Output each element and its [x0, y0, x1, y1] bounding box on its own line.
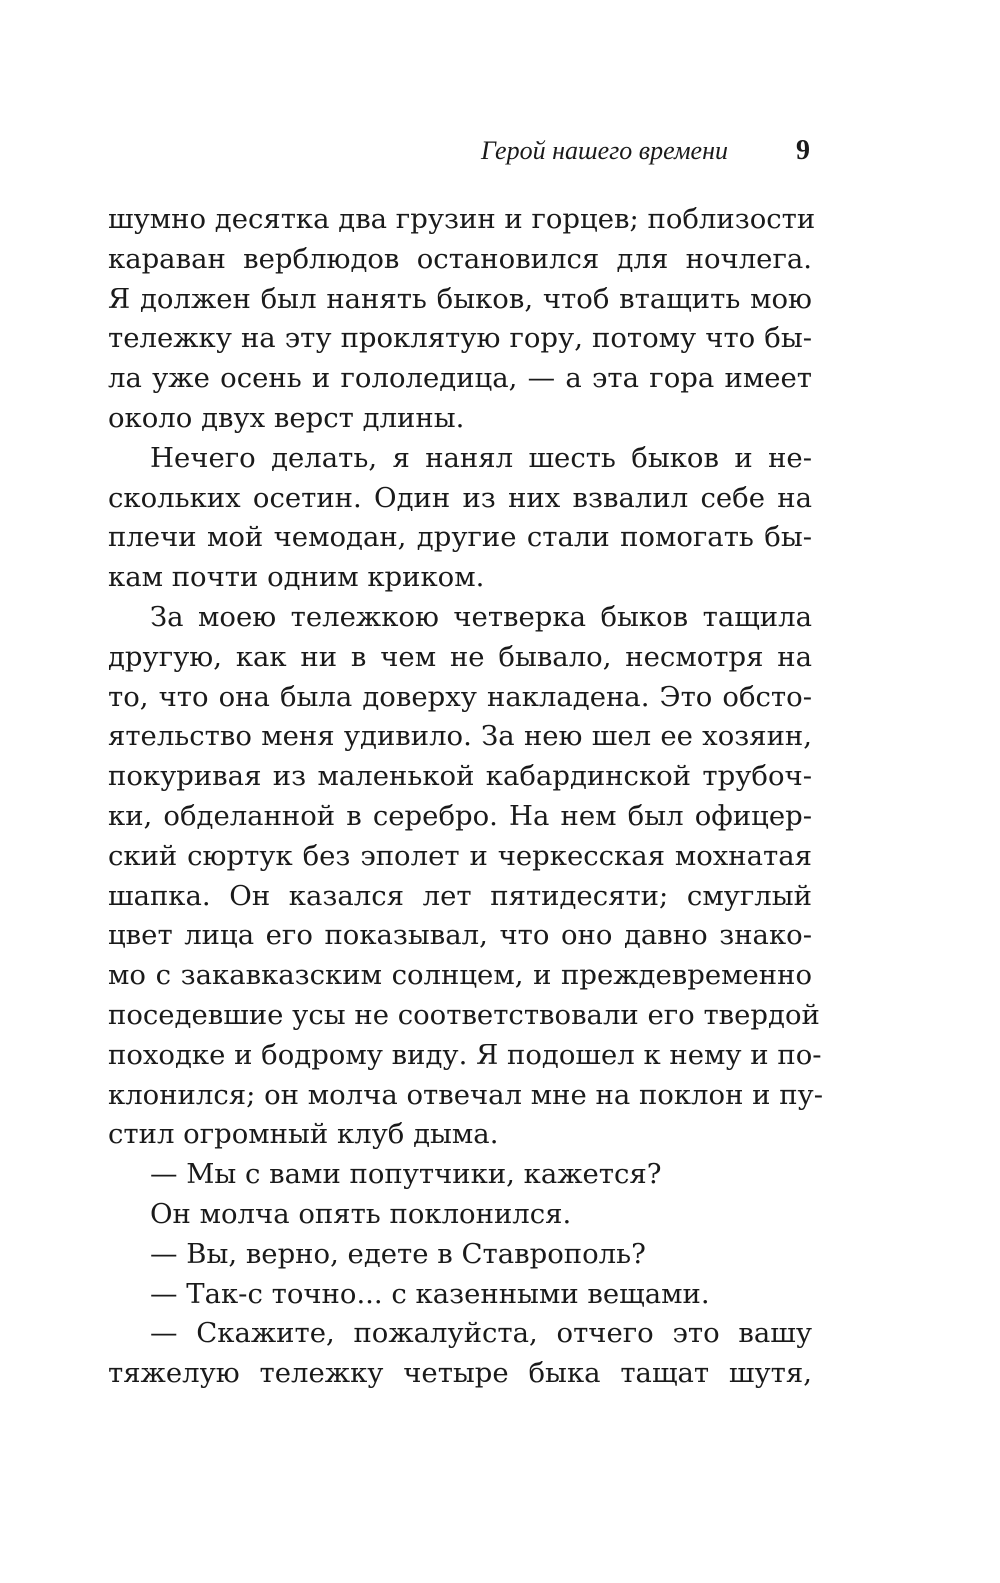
body-text: [108, 200, 824, 1394]
text-line: цвет лица его показывал, что оно давно знако-: [108, 919, 812, 952]
text-line: клонился; он молча отвечал мне на поклон и пу-: [108, 1078, 824, 1111]
text-line: поседевшие усы не соответствовали его твердой: [108, 998, 820, 1031]
text-line: Я должен был нанять быков, чтоб втащить мою: [108, 282, 812, 315]
text-line: стил огромный клуб дыма.: [108, 1118, 499, 1151]
text-line: кам почти одним криком.: [108, 561, 485, 594]
text-line: — Мы с вами попутчики, кажется?: [150, 1158, 662, 1191]
page-number: 9: [796, 135, 810, 166]
text-line: Нечего делать, я нанял шесть быков и не-: [150, 441, 812, 474]
text-line: другую, как ни в чем не бывало, несмотря на: [108, 640, 812, 673]
text-line: мо с закавказским солнцем, и преждевременно: [108, 959, 812, 992]
text-line: За моею тележкою четверка быков тащила: [150, 600, 812, 633]
text-line: — Так-с точно... с казенными вещами.: [150, 1277, 710, 1310]
text-line: ла уже осень и гололедица, — а эта гора имеет: [108, 362, 812, 395]
running-title: Герой нашего времени: [481, 136, 728, 165]
text-line: — Вы, верно, едете в Ставрополь?: [150, 1237, 646, 1270]
text-line: тележку на эту проклятую гору, потому что бы-: [108, 322, 812, 355]
text-line: Он молча опять поклонился.: [150, 1197, 572, 1230]
text-line: шапка. Он казался лет пятидесяти; смуглый: [108, 879, 812, 912]
text-line: тяжелую тележку четыре быка тащат шутя,: [108, 1357, 812, 1390]
text-line: то, что она была доверху накладена. Это обсто-: [108, 680, 812, 713]
text-line: покуривая из маленькой кабардинской трубоч-: [108, 760, 812, 793]
text-line: скольких осетин. Один из них взвалил себе на: [108, 481, 812, 514]
text-line: около двух верст длины.: [108, 401, 465, 434]
text-line: ский сюртук без эполет и черкесская мохнатая: [108, 839, 812, 872]
running-header: [108, 134, 812, 168]
text-line: караван верблюдов остановился для ночлега.: [108, 242, 812, 275]
text-line: походке и бодрому виду. Я подошел к нему и по-: [108, 1038, 822, 1071]
text-line: ятельство меня удивило. За нею шел ее хозяин,: [108, 720, 812, 753]
text-line: шумно десятка два грузин и горцев; поблизости: [108, 203, 816, 235]
text-line: — Скажите, пожалуйста, отчего это вашу: [150, 1317, 812, 1350]
text-line: плечи мой чемодан, другие стали помогать бы-: [108, 521, 812, 554]
text-line: ки, обделанной в серебро. На нем был офицер-: [108, 799, 812, 832]
